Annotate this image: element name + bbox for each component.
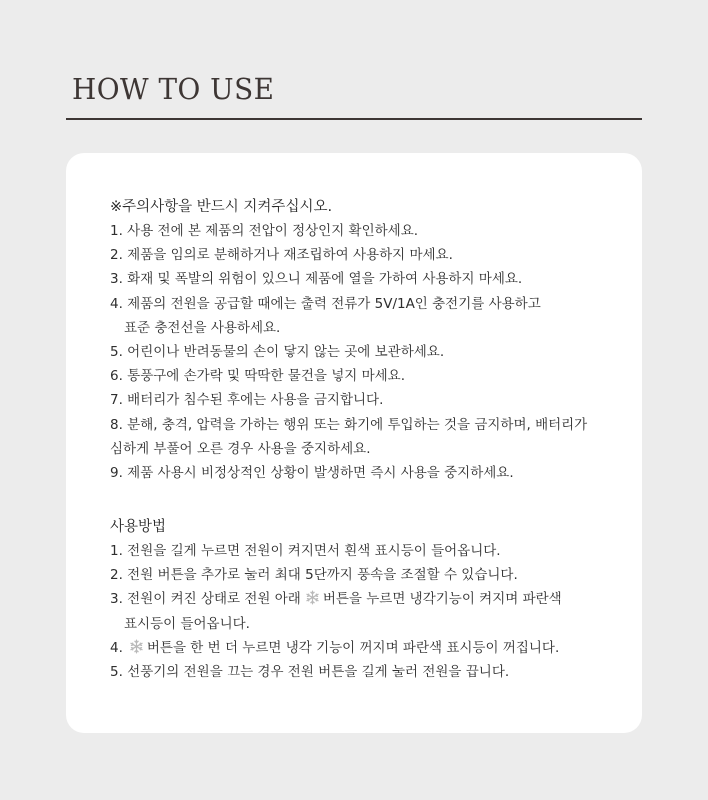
usage-item-text: 버튼을 한 번 더 누르면 냉각 기능이 꺼지며 파란색 표시등이 꺼집니다. [146, 639, 560, 656]
precaution-item-continuation: 심하게 부풀어 오른 경우 사용을 중지하세요. [110, 440, 371, 457]
precaution-item: 8. 분해, 충격, 압력을 가하는 행위 또는 화기에 투입하는 것을 금지하며, 배터리가 [110, 416, 588, 433]
usage-item: 2. 전원 버튼을 추가로 눌러 최대 5단까지 풍속을 조절할 수 있습니다. [110, 567, 518, 584]
precaution-item: 5. 어린이나 반려동물의 손이 닿지 않는 곳에 보관하세요. [110, 343, 445, 360]
usage-item-text: 3. 전원이 켜진 상태로 전원 아래 [110, 591, 301, 608]
precaution-item: 2. 제품을 임의로 분해하거나 재조립하여 사용하지 마세요. [110, 247, 453, 264]
usage-item [110, 587, 610, 611]
usage-item-text: 4. [110, 639, 123, 656]
usage-section [110, 515, 610, 684]
precaution-item: 6. 통풍구에 손가락 및 딱딱한 물건을 넣지 마세요. [110, 368, 405, 385]
usage-item-text: 버튼을 누르면 냉각기능이 켜지며 파란색 [322, 591, 562, 608]
precaution-item: 7. 배터리가 침수된 후에는 사용을 금지합니다. [110, 392, 384, 409]
precautions-section [110, 195, 610, 485]
precaution-item: 1. 사용 전에 본 제품의 전압이 정상인지 확인하세요. [110, 223, 419, 239]
precaution-item: 4. 제품의 전원을 공급할 때에는 출력 전류가 5V/1A인 충전기를 사용하고 [110, 295, 541, 312]
usage-item: 1. 전원을 길게 누르면 전원이 켜지면서 흰색 표시등이 들어옵니다. [110, 543, 501, 559]
usage-item [110, 636, 610, 660]
usage-item: 5. 선풍기의 전원을 끄는 경우 전원 버튼을 길게 눌러 전원을 끕니다. [110, 663, 510, 680]
title-divider [66, 118, 642, 120]
precaution-item-continuation: 표준 충전선을 사용하세요. [124, 319, 281, 336]
page-title: HOW TO USE [72, 72, 275, 106]
usage-heading: 사용방법 [110, 519, 167, 535]
snowflake-icon [129, 639, 144, 654]
precautions-heading: ※주의사항을 반드시 지켜주십시오. [110, 199, 333, 215]
precaution-item: 9. 제품 사용시 비정상적인 상황이 발생하면 즉시 사용을 중지하세요. [110, 464, 514, 481]
usage-item-continuation: 표시등이 들어옵니다. [124, 615, 250, 632]
precaution-item: 3. 화재 및 폭발의 위험이 있으니 제품에 열을 가하여 사용하지 마세요. [110, 271, 523, 288]
snowflake-icon [305, 590, 320, 605]
